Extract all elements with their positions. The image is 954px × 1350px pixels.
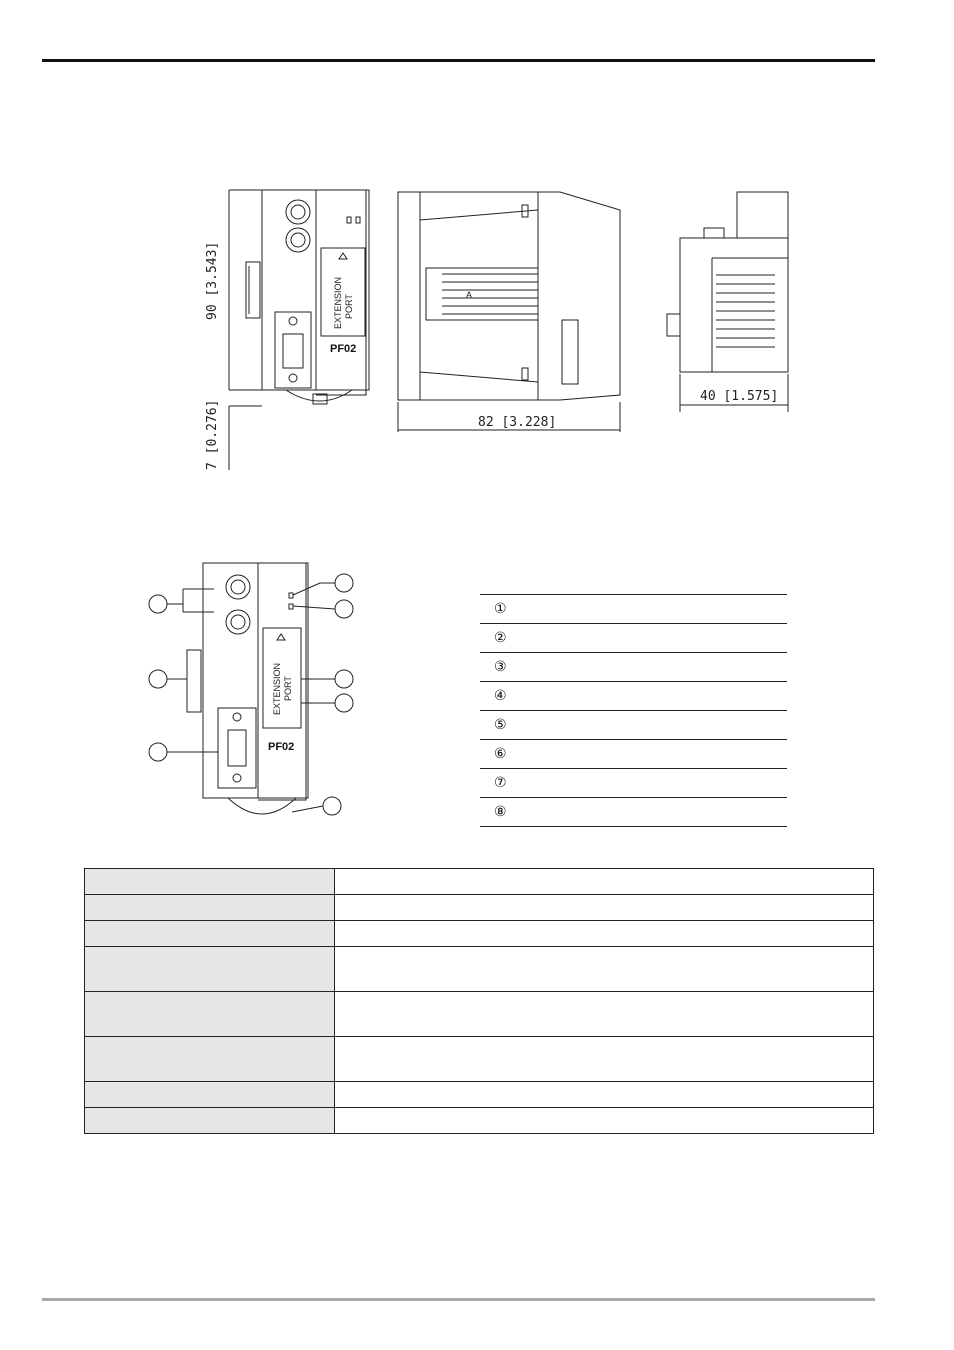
rotary-switch-icon: [226, 610, 250, 634]
parts-port-label: EXTENSIONPORT: [272, 662, 293, 715]
callout-circle: [335, 670, 353, 688]
callout-circle: [149, 670, 167, 688]
table-row: [85, 1108, 874, 1134]
spec-table: [84, 868, 874, 1134]
callout-circle: [323, 797, 341, 815]
legend-item: ④: [480, 682, 787, 711]
legend-item: ⑥: [480, 740, 787, 769]
spec-value: [335, 992, 874, 1037]
callout-circle: [149, 595, 167, 613]
bottom-dimension-label: 7 [0.276]: [205, 399, 220, 470]
front-port-label: EXTENSIONPORT: [333, 276, 354, 329]
table-row: [85, 1082, 874, 1108]
spec-value: [335, 869, 874, 895]
depth-dimension-label: 82 [3.228]: [478, 415, 557, 430]
legend-item: ⑦: [480, 769, 787, 798]
spec-label: [85, 1082, 335, 1108]
legend-item: ③: [480, 653, 787, 682]
rotary-switch-icon: [226, 575, 250, 599]
spec-label: [85, 992, 335, 1037]
width-dimension-label: 40 [1.575]: [700, 389, 779, 404]
table-row: [85, 1037, 874, 1082]
spec-label: [85, 869, 335, 895]
callout-circle: [149, 743, 167, 761]
spec-value: [335, 1108, 874, 1134]
callout-circle: [335, 574, 353, 592]
table-row: [85, 869, 874, 895]
spec-value: [335, 1037, 874, 1082]
extension-port-icon: [263, 628, 301, 728]
legend-item: ⑤: [480, 711, 787, 740]
spec-value: [335, 921, 874, 947]
spec-label: [85, 895, 335, 921]
table-row: [85, 992, 874, 1037]
spec-label: [85, 1108, 335, 1134]
table-row: [85, 921, 874, 947]
spec-value: [335, 1082, 874, 1108]
side-connector-icon: [187, 650, 201, 712]
spec-label: [85, 921, 335, 947]
callout-circle: [335, 600, 353, 618]
spec-value: [335, 895, 874, 921]
legend-item: ②: [480, 624, 787, 653]
front-model-label: PF02: [330, 343, 357, 355]
spec-value: [335, 947, 874, 992]
footer-rule: [42, 1298, 875, 1301]
callout-circle: [335, 694, 353, 712]
table-row: [85, 947, 874, 992]
side-arrow-mark: A: [466, 290, 473, 300]
table-row: [85, 895, 874, 921]
spec-label: [85, 1037, 335, 1082]
db9-connector-icon: [218, 708, 256, 788]
legend-item: ⑧: [480, 798, 787, 827]
legend-item: ①: [480, 595, 787, 624]
spec-label: [85, 947, 335, 992]
height-dimension-label: 90 [3.543]: [205, 241, 220, 320]
parts-model-label: PF02: [268, 741, 295, 753]
parts-legend: [480, 594, 787, 827]
